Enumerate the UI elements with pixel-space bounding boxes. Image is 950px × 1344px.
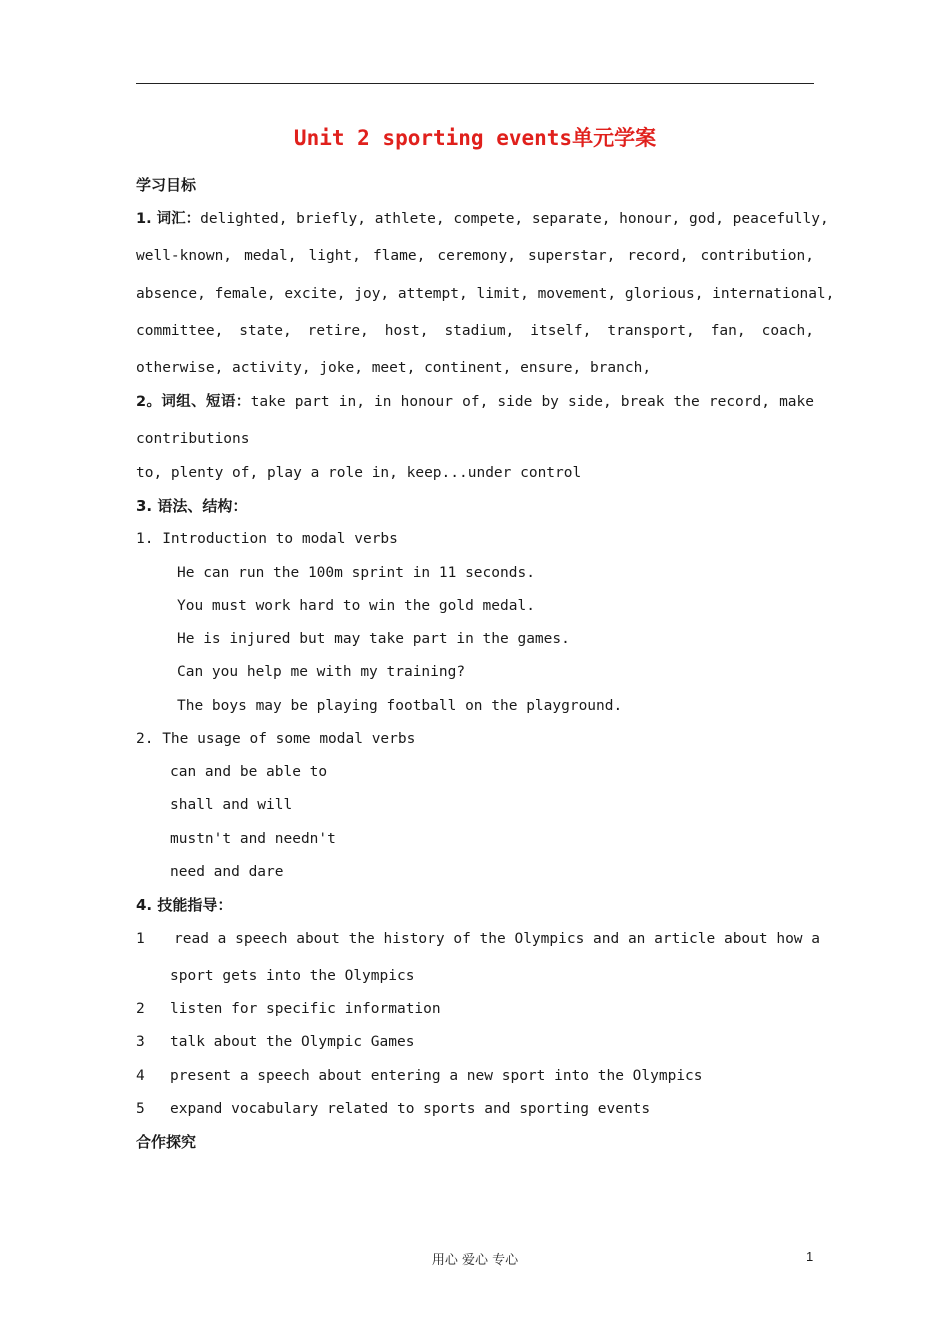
skills-item-number: 5 bbox=[136, 1101, 145, 1117]
grammar-item-1-title: 1. Introduction to modal verbs bbox=[136, 531, 398, 547]
vocab-line-4: committee, state, retire, host, stadium, itself, transport, fan, coach, bbox=[136, 323, 814, 339]
skills-item-text: present a speech about entering a new sport into the Olympics bbox=[170, 1068, 703, 1084]
skills-item-text: read a speech about the history of the Olympics and an article about how a bbox=[174, 931, 821, 947]
skills-item-continuation: sport gets into the Olympics bbox=[170, 968, 415, 984]
phrases-label: 2。词组、短语： bbox=[136, 394, 251, 410]
skills-item-text: listen for specific information bbox=[170, 1001, 441, 1017]
grammar-usage: can and be able to bbox=[170, 764, 328, 780]
skills-item-number: 1 bbox=[136, 931, 145, 947]
vocab-text: delighted, briefly, athlete, compete, separate, honour, god, peacefully, bbox=[200, 211, 829, 227]
grammar-usage: mustn't and needn't bbox=[170, 831, 336, 847]
section-heading-cooperation: 合作探究 bbox=[136, 1133, 197, 1151]
page-number: 1 bbox=[806, 1249, 814, 1264]
grammar-usage: need and dare bbox=[170, 864, 284, 880]
grammar-example: Can you help me with my training? bbox=[177, 664, 466, 680]
grammar-example: The boys may be playing football on the playground. bbox=[177, 698, 623, 714]
vocab-label: 1. 词汇： bbox=[136, 211, 201, 227]
vocab-line-3: absence, female, excite, joy, attempt, limit, movement, glorious, international, bbox=[136, 286, 835, 302]
skills-item-text: talk about the Olympic Games bbox=[170, 1034, 415, 1050]
vocab-line-5: otherwise, activity, joke, meet, continent, ensure, branch, bbox=[136, 360, 652, 376]
skills-label: 4. 技能指导： bbox=[136, 896, 233, 914]
vocab-line-1 bbox=[136, 210, 829, 228]
grammar-usage: shall and will bbox=[170, 797, 293, 813]
grammar-example: He is injured but may take part in the games. bbox=[177, 631, 570, 647]
phrases-text: take part in, in honour of, side by side, break the record, make bbox=[250, 394, 814, 410]
grammar-example: He can run the 100m sprint in 11 seconds. bbox=[177, 565, 535, 581]
phrases-line-3: to, plenty of, play a role in, keep...under control bbox=[136, 465, 582, 481]
phrases-line-2: contributions bbox=[136, 431, 250, 447]
section-heading-goals: 学习目标 bbox=[136, 176, 197, 194]
document-title: Unit 2 sporting events单元学案 bbox=[293, 126, 657, 150]
grammar-label: 3. 语法、结构： bbox=[136, 497, 248, 515]
skills-item-number: 3 bbox=[136, 1034, 145, 1050]
header-rule bbox=[136, 83, 814, 84]
skills-item-number: 4 bbox=[136, 1068, 145, 1084]
grammar-item-2-title: 2. The usage of some modal verbs bbox=[136, 731, 416, 747]
vocab-line-2: well-known, medal, light, flame, ceremony, superstar, record, contribution, bbox=[136, 248, 814, 264]
skills-item-number: 2 bbox=[136, 1001, 145, 1017]
page-footer: 用心 爱心 专心 bbox=[431, 1253, 519, 1268]
phrases-line-1 bbox=[136, 393, 814, 411]
grammar-example: You must work hard to win the gold medal. bbox=[177, 598, 535, 614]
skills-item-text: expand vocabulary related to sports and sporting events bbox=[170, 1101, 651, 1117]
